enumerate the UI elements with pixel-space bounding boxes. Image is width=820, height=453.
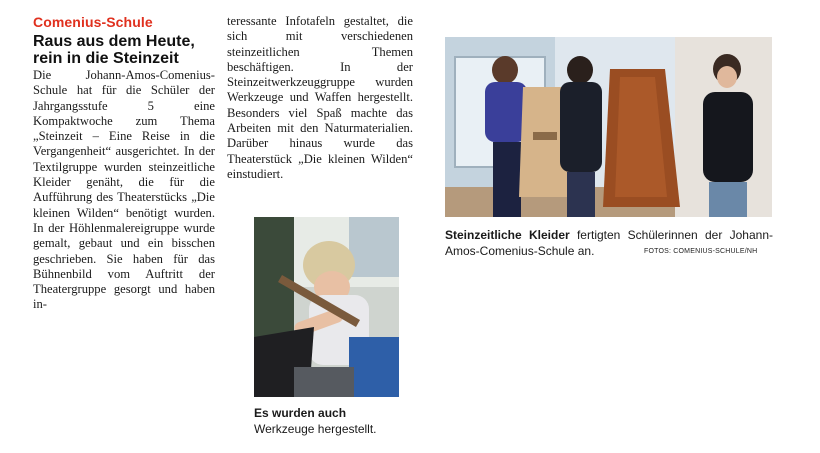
- photo-tool-making: [254, 217, 399, 397]
- caption-1-bold: Es wurden auch: [254, 406, 347, 420]
- article-kicker: Comenius-Schule: [33, 14, 153, 30]
- caption-1-text: Werkzeuge hergestellt.: [254, 422, 377, 436]
- photo-credit: FOTOS: COMENIUS-SCHULE/NH: [644, 248, 758, 255]
- article-column-2: [227, 14, 413, 182]
- caption-2-text: fertigten Schülerinnen der Johann-Amos-Comenius-Schule an.: [445, 228, 773, 258]
- column-1-text: Die Johann-Amos-Comenius-Schule hat für die Schüler der Jahrgangsstufe 5 eine Kompaktwoche zum Thema „Steinzeit – Eine Reise in die Vergangenheit“ ausgerichtet. In der Textilgruppe wurden steinzeitliche Kleider genäht, die für die Aufführung des Theaterstücks „Die kleinen Wilden“ benötigt wurden. In der Höhlenmalereigruppe wurde gemalt, gebaut und ein bisschen geschrieben. Sie haben für das Bühnenbild vom Auftritt der Theatergruppe gesorgt und haben in-: [33, 68, 215, 312]
- article-column-1: [33, 68, 215, 313]
- column-2-text: teressante Infotafeln gestaltet, die sich mit verschiedenen steinzeitlichen Themen beschäftigen. In der Steinzeitwerkzeuggruppe wurden Werkzeuge und Waffen hergestellt. Besonders viel Spaß machte das Arbeiten mit den Naturmaterialien. Darüber hinaus wurde das Theaterstück „Die kleinen Wilden“ einstudiert.: [227, 14, 413, 181]
- caption-tool-making: [254, 405, 404, 437]
- article-headline: Raus aus dem Heute, rein in die Steinzeit: [33, 33, 195, 67]
- photo-stone-age-dresses: [445, 37, 772, 217]
- caption-2-bold: Steinzeitliche Kleider: [445, 228, 570, 242]
